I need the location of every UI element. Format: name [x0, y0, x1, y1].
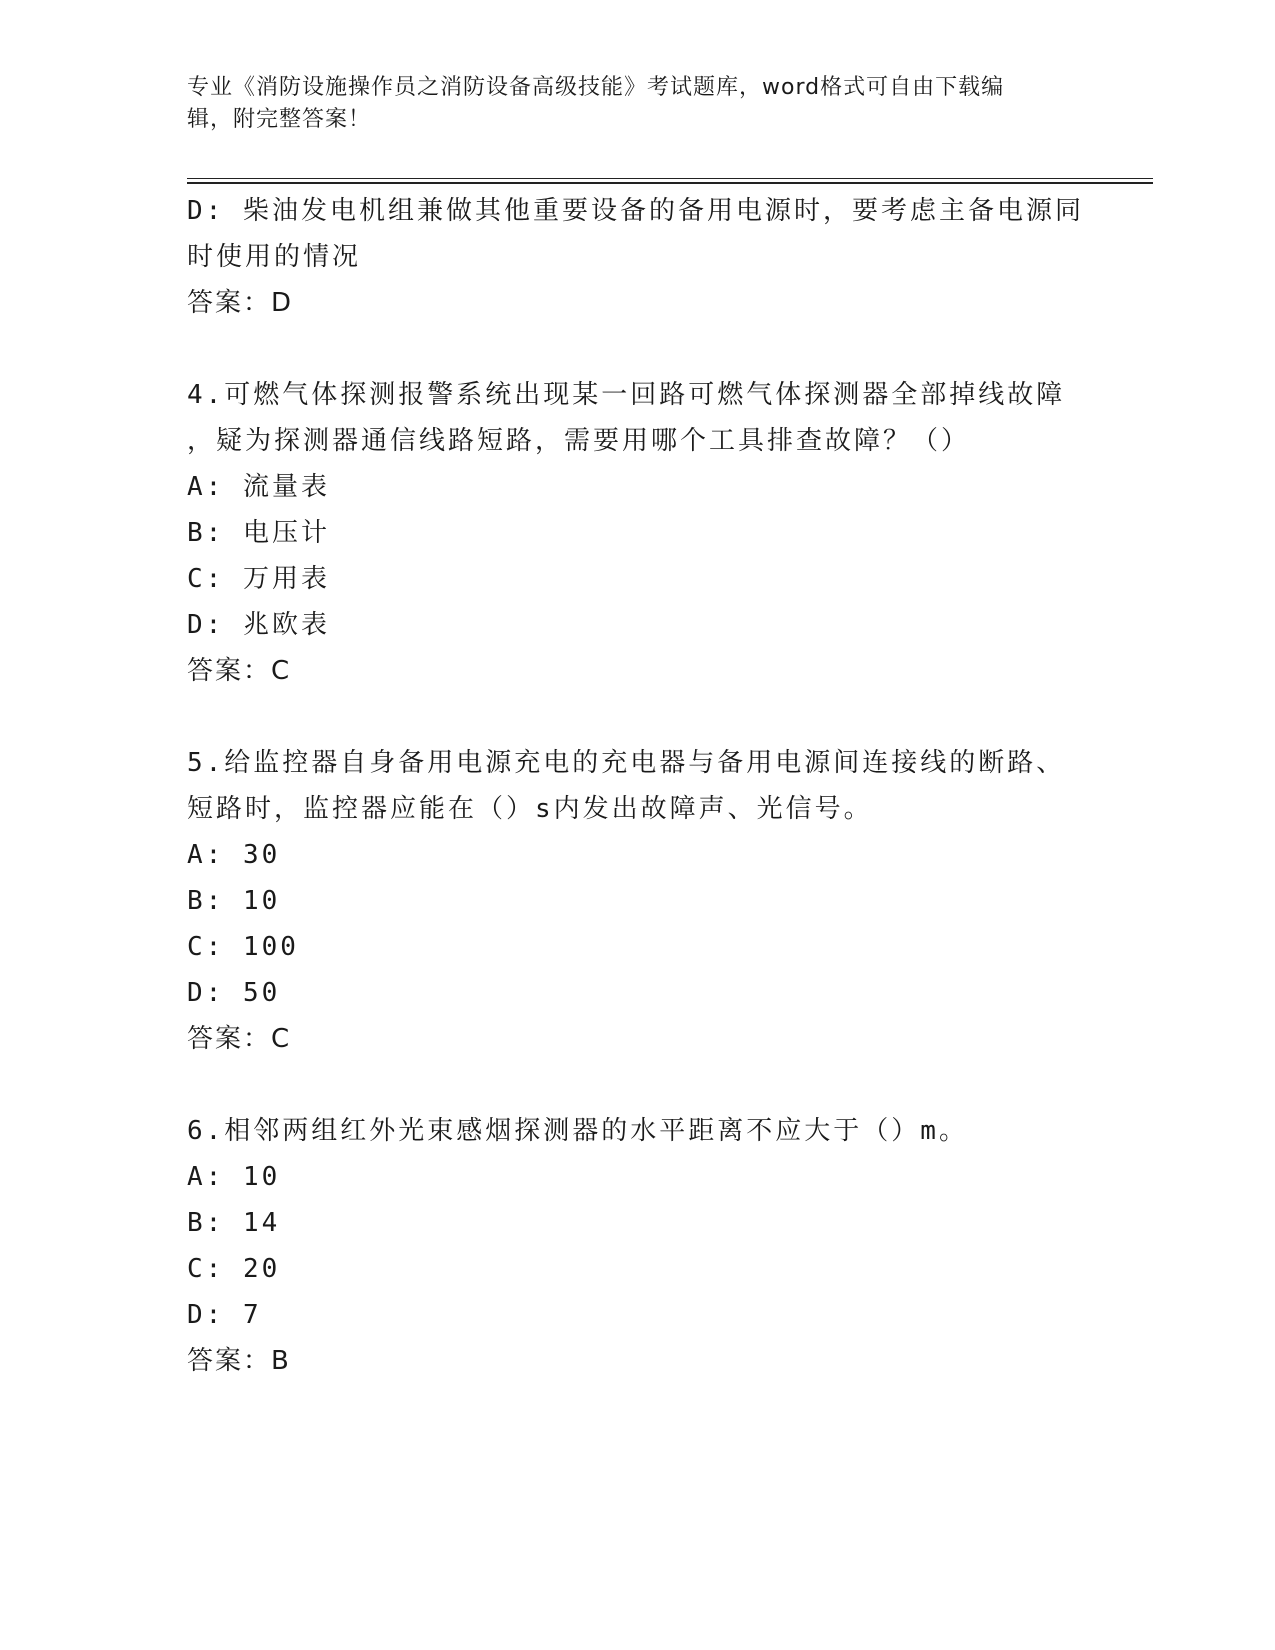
question-stem-line-1: 4.可燃气体探测报警系统出现某一回路可燃气体探测器全部掉线故障 — [187, 380, 1066, 410]
question-5 — [187, 740, 1087, 1062]
answer-text: 答案：D — [187, 288, 294, 318]
option-b: B: 14 — [187, 1208, 281, 1238]
header-divider-thin — [187, 178, 1153, 179]
header-divider-thick — [187, 182, 1153, 184]
option-c: C: 万用表 — [187, 564, 330, 594]
answer-text: 答案：B — [187, 1346, 291, 1376]
question-4 — [187, 372, 1087, 694]
option-d-line-2: 时使用的情况 — [187, 242, 362, 272]
option-b: B: 电压计 — [187, 518, 330, 548]
spacer — [187, 694, 1087, 740]
answer-text: 答案：C — [187, 1024, 292, 1054]
spacer — [187, 1062, 1087, 1108]
answer-text: 答案：C — [187, 656, 292, 686]
option-a: A: 流量表 — [187, 472, 330, 502]
option-b: B: 10 — [187, 886, 281, 916]
option-c: C: 100 — [187, 932, 299, 962]
question-stem-line-2: ，疑为探测器通信线路短路，需要用哪个工具排查故障？（） — [187, 426, 971, 456]
option-d: D: 7 — [187, 1300, 262, 1330]
header-line-2: 辑，附完整答案！ — [187, 107, 372, 132]
document-header — [187, 72, 1067, 136]
option-d: D: 兆欧表 — [187, 610, 330, 640]
question-6 — [187, 1108, 1087, 1384]
option-a: A: 30 — [187, 840, 281, 870]
question-stem-line-1: 6.相邻两组红外光束感烟探测器的水平距离不应大于（）m。 — [187, 1116, 968, 1146]
option-c: C: 20 — [187, 1254, 281, 1284]
option-d-line-1: D: 柴油发电机组兼做其他重要设备的备用电源时，要考虑主备电源同 — [187, 196, 1084, 226]
question-stem-line-1: 5.给监控器自身备用电源充电的充电器与备用电源间连接线的断路、 — [187, 748, 1066, 778]
question-3-tail — [187, 188, 1087, 326]
header-line-1: 专业《消防设施操作员之消防设备高级技能》考试题库，word格式可自由下载编 — [187, 75, 1005, 100]
option-a: A: 10 — [187, 1162, 281, 1192]
option-d: D: 50 — [187, 978, 281, 1008]
spacer — [187, 326, 1087, 372]
question-list — [187, 188, 1087, 1384]
question-stem-line-2: 短路时，监控器应能在（）s内发出故障声、光信号。 — [187, 794, 873, 824]
